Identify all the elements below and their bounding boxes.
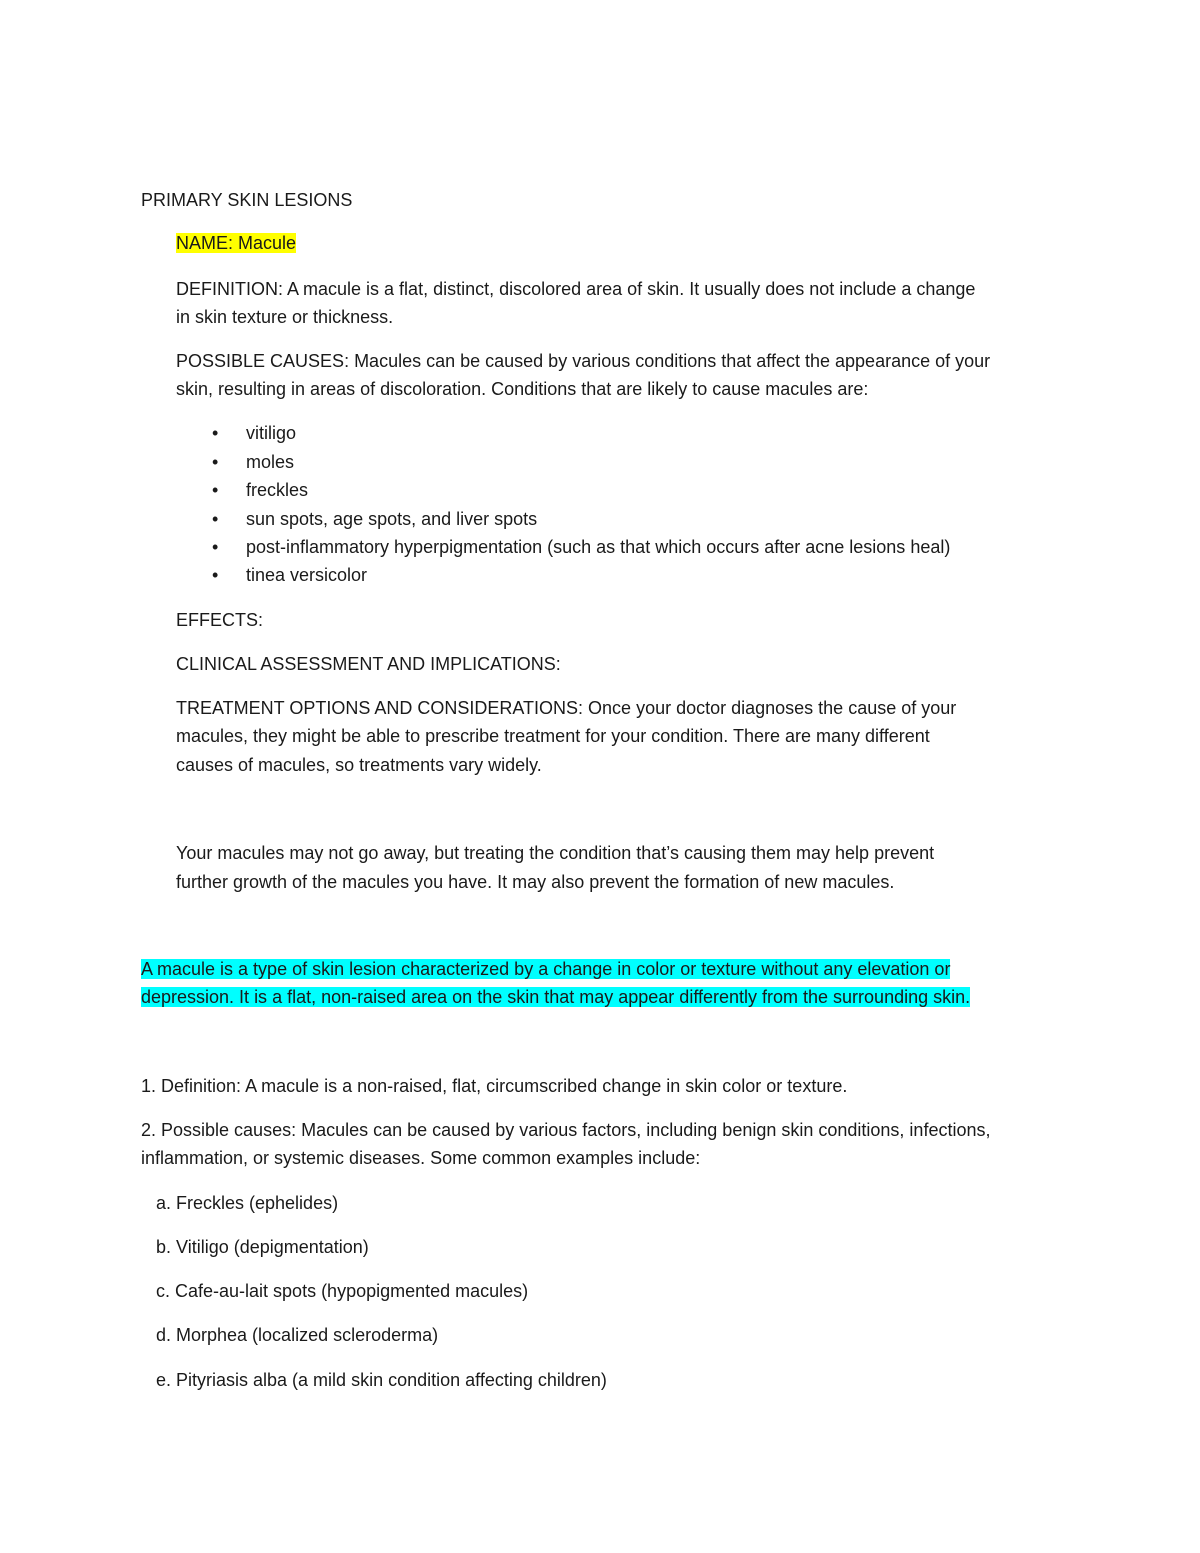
list-item: moles <box>246 452 295 472</box>
causes-line-1: POSSIBLE CAUSES: Macules can be caused by various conditions that affect the appearance of your <box>176 351 991 371</box>
summary-line-2 <box>141 983 970 1011</box>
list-item: vitiligo <box>246 423 297 443</box>
definition-line-1: DEFINITION: A macule is a flat, distinct, discolored area of skin. It usually does not include a change <box>176 279 976 299</box>
bullet-icon: • <box>212 480 219 500</box>
effects-heading: EFFECTS: <box>176 610 264 630</box>
treatment-line-3: causes of macules, so treatments vary widely. <box>176 755 542 775</box>
prevent-line-2: further growth of the macules you have. It may also prevent the formation of new macules. <box>176 872 895 892</box>
list-item: d. Morphea (localized scleroderma) <box>156 1325 439 1345</box>
bullet-icon: • <box>212 537 219 557</box>
causes-line-2: skin, resulting in areas of discoloration. Conditions that are likely to cause macules are: <box>176 379 869 399</box>
treatment-line-2: macules, they might be able to prescribe treatment for your condition. There are many different <box>176 726 930 746</box>
prevent-line-1: Your macules may not go away, but treating the condition that’s causing them may help prevent <box>176 843 935 863</box>
numbered-item-2-line-1: 2. Possible causes: Macules can be caused by various factors, including benign skin conditions, infections, <box>141 1120 991 1140</box>
list-item: a. Freckles (ephelides) <box>156 1193 339 1213</box>
bullet-icon: • <box>212 452 219 472</box>
list-item: tinea versicolor <box>246 565 368 585</box>
definition-line-2: in skin texture or thickness. <box>176 307 394 327</box>
list-item: b. Vitiligo (depigmentation) <box>156 1237 369 1257</box>
list-item: freckles <box>246 480 309 500</box>
summary-highlight-2: depression. It is a flat, non-raised area on the skin that may appear differently from the surrounding skin. <box>141 987 971 1007</box>
numbered-item-2-line-2: inflammation, or systemic diseases. Some common examples include: <box>141 1148 701 1168</box>
summary-line-1 <box>141 955 950 983</box>
summary-highlight-1: A macule is a type of skin lesion characterized by a change in color or texture without any elevation or <box>141 959 951 979</box>
bullet-icon: • <box>212 565 219 585</box>
list-item: c. Cafe-au-lait spots (hypopigmented macules) <box>156 1281 529 1301</box>
page-title: PRIMARY SKIN LESIONS <box>141 190 353 210</box>
treatment-line-1: TREATMENT OPTIONS AND CONSIDERATIONS: Once your doctor diagnoses the cause of your <box>176 698 957 718</box>
list-item: sun spots, age spots, and liver spots <box>246 509 538 529</box>
list-item: post-inflammatory hyperpigmentation (such as that which occurs after acne lesions heal) <box>246 537 951 557</box>
list-item: e. Pityriasis alba (a mild skin condition affecting children) <box>156 1370 607 1390</box>
numbered-item-1: 1. Definition: A macule is a non-raised, flat, circumscribed change in skin color or texture. <box>141 1076 848 1096</box>
bullet-icon: • <box>212 423 219 443</box>
clinical-heading: CLINICAL ASSESSMENT AND IMPLICATIONS: <box>176 654 561 674</box>
name-highlight: NAME: Macule <box>176 233 297 253</box>
name-line <box>176 229 296 257</box>
bullet-icon: • <box>212 509 219 529</box>
